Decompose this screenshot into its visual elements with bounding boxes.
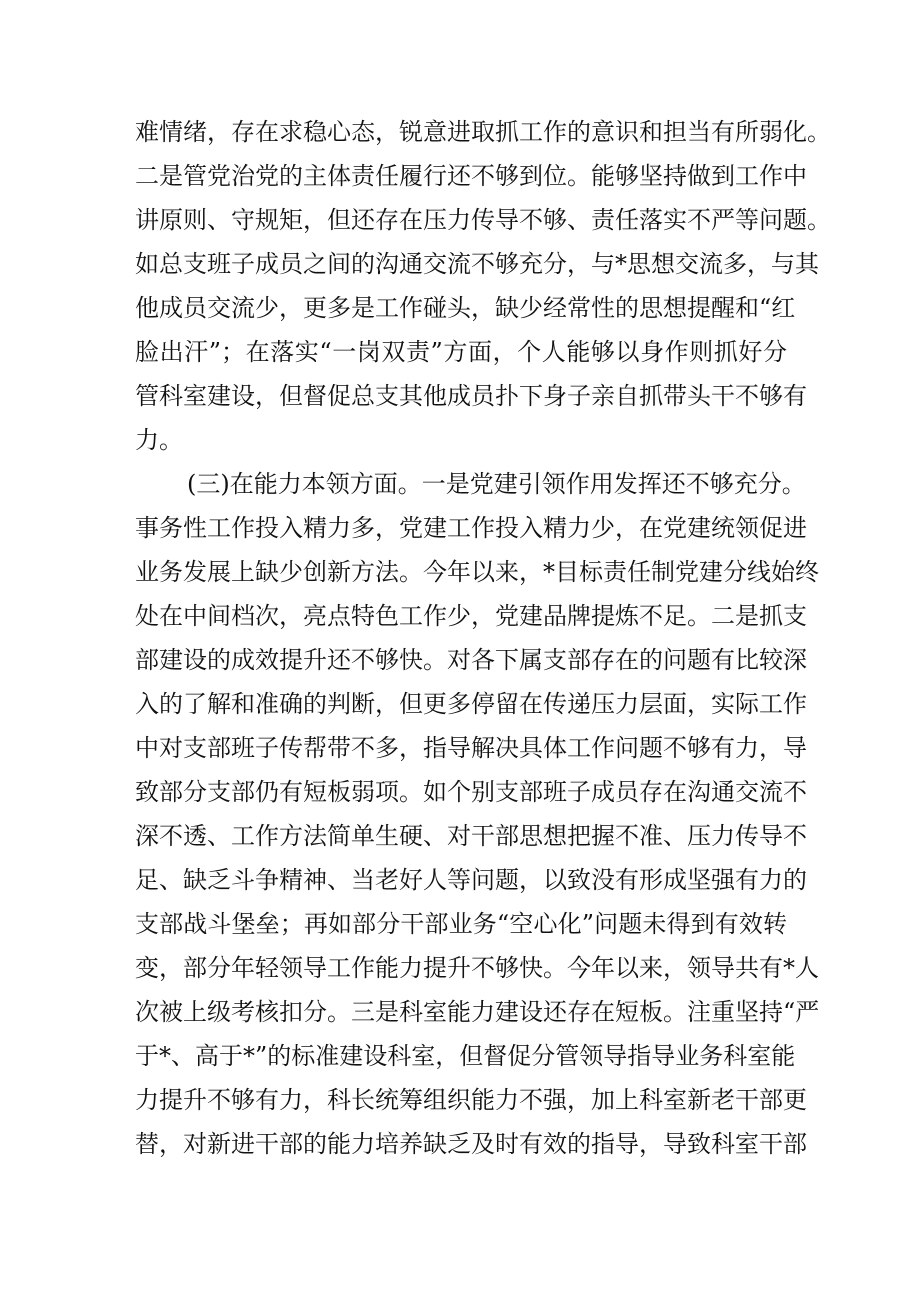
text-line: 管科室建设，但督促总支其他成员扑下身子亲自抓带头干不够有 bbox=[135, 382, 807, 410]
text-line: 讲原则、守规矩，但还存在压力传导不够、责任落实不严等问题。 bbox=[135, 206, 831, 234]
text-line: 深不透、工作方法简单生硬、对干部思想把握不准、压力传导不 bbox=[135, 822, 807, 850]
text-line: 致部分支部仍有短板弱项。如个别支部班子成员存在沟通交流不 bbox=[135, 778, 807, 806]
text-line: 脸出汗”；在落实“一岗双责”方面，个人能够以身作则抓好分 bbox=[135, 338, 787, 366]
section-heading-line: (三)在能力本领方面。一是党建引领作用发挥还不够充分。 bbox=[187, 470, 806, 498]
text-line: 部建设的成效提升还不够快。对各下属支部存在的问题有比较深 bbox=[135, 646, 807, 674]
text-line: 支部战斗堡垒；再如部分干部业务“空心化”问题未得到有效转 bbox=[135, 910, 787, 938]
text-line: 中对支部班子传帮带不多，指导解决具体工作问题不够有力，导 bbox=[135, 734, 807, 762]
body-text bbox=[135, 110, 831, 1166]
text-line: 事务性工作投入精力多，党建工作投入精力少，在党建统领促进 bbox=[135, 514, 807, 542]
text-line: 于*、高于*”的标准建设科室，但督促分管领导指导业务科室能 bbox=[135, 1042, 796, 1070]
text-line: 入的了解和准确的判断，但更多停留在传递压力层面，实际工作 bbox=[135, 690, 807, 718]
text-line: 力提升不够有力，科长统筹组织能力不强，加上科室新老干部更 bbox=[135, 1086, 807, 1114]
text-line: 替，对新进干部的能力培养缺乏及时有效的指导，导致科室干部 bbox=[135, 1130, 807, 1158]
text-line: 业务发展上缺少创新方法。今年以来，*目标责任制党建分线始终 bbox=[135, 558, 819, 586]
text-line: 难情绪，存在求稳心态，锐意进取抓工作的意识和担当有所弱化。 bbox=[135, 118, 831, 146]
text-line: 二是管党治党的主体责任履行还不够到位。能够坚持做到工作中 bbox=[135, 162, 807, 190]
text-line: 如总支班子成员之间的沟通交流不够充分，与*思想交流多，与其 bbox=[135, 250, 819, 278]
text-line: 足、缺乏斗争精神、当老好人等问题，以致没有形成坚强有力的 bbox=[135, 866, 807, 894]
text-line: 处在中间档次，亮点特色工作少，党建品牌提炼不足。二是抓支 bbox=[135, 602, 807, 630]
text-line: 他成员交流少，更多是工作碰头，缺少经常性的思想提醒和“红 bbox=[135, 294, 796, 322]
text-line: 变，部分年轻领导工作能力提升不够快。今年以来，领导共有*人 bbox=[135, 954, 819, 982]
text-line: 次被上级考核扣分。三是科室能力建设还存在短板。注重坚持“严 bbox=[135, 998, 820, 1026]
text-line: 力。 bbox=[135, 426, 183, 454]
